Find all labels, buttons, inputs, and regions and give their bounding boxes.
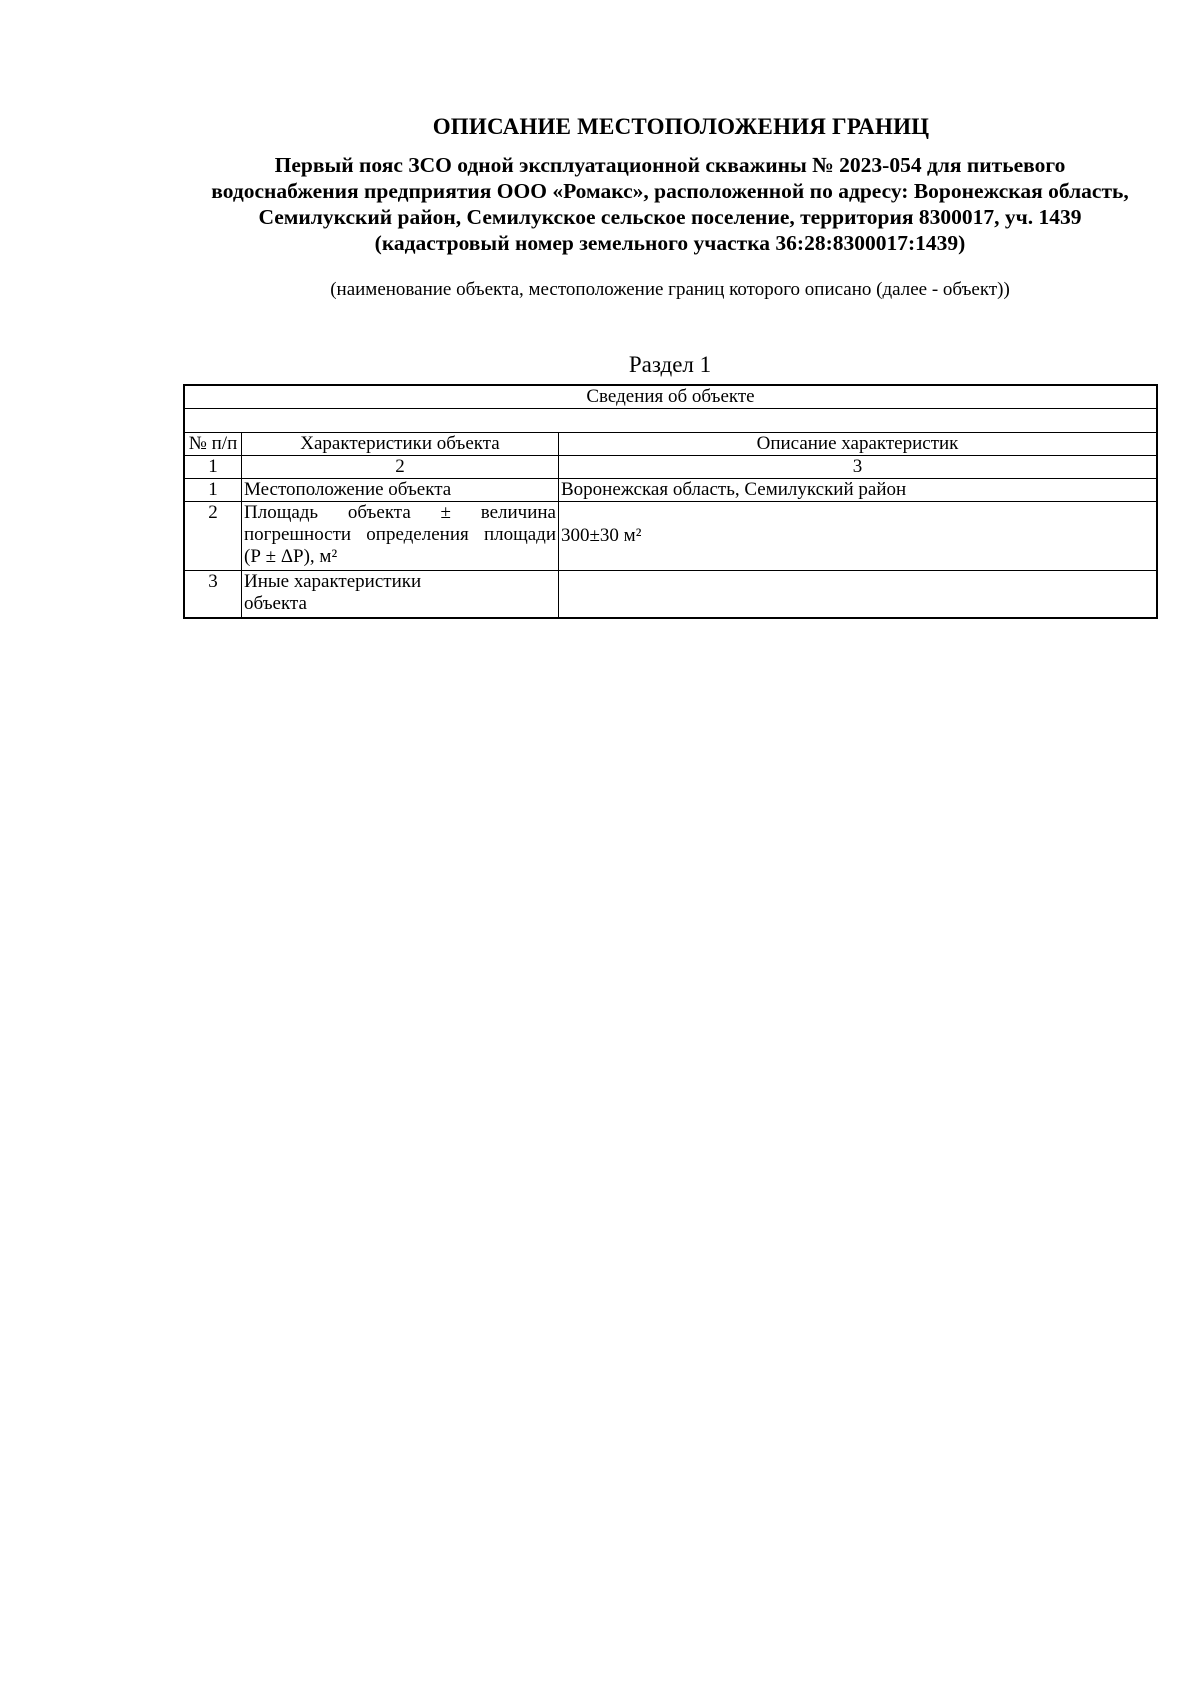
document-title: ОПИСАНИЕ МЕСТОПОЛОЖЕНИЯ ГРАНИЦ [432, 114, 930, 139]
column-number: 3 [559, 456, 1158, 479]
subtitle-line: Первый пояс ЗСО одной эксплуатационной скважины № 2023-054 для питьевого [274, 153, 1066, 177]
column-header-characteristic: Характеристики объекта [242, 433, 559, 456]
subtitle-line: Семилукский район, Семилукское сельское поселение, территория 8300017, уч. 1439 [258, 205, 1082, 229]
row-characteristic: Местоположение объекта [242, 479, 559, 502]
characteristic-line: Иные характеристики [244, 571, 422, 592]
column-number: 1 [184, 456, 242, 479]
characteristic-line: погрешности определения площади [244, 524, 556, 545]
row-description [559, 571, 1158, 619]
row-number: 3 [184, 571, 242, 619]
row-description: 300±30 м² [559, 502, 1158, 571]
object-info-table [183, 384, 1158, 619]
document-subtitle [175, 152, 1165, 256]
column-number-row [184, 456, 1157, 479]
characteristic-line: Площадь объекта ± величина [244, 502, 556, 523]
object-caption: (наименование объекта, местоположение границ которого описано (далее - объект)) [330, 279, 1010, 300]
table-header-row [184, 433, 1157, 456]
column-header-number: № п/п [184, 433, 242, 456]
row-characteristic [242, 502, 559, 571]
table-blank-cell [184, 409, 1157, 433]
table-row [184, 571, 1157, 619]
row-characteristic [242, 571, 559, 619]
section-title: Раздел 1 [628, 352, 712, 377]
table-row [184, 502, 1157, 571]
row-number: 2 [184, 502, 242, 571]
table-row [184, 479, 1157, 502]
table-blank-row [184, 409, 1157, 433]
row-number: 1 [184, 479, 242, 502]
column-header-description: Описание характеристик [559, 433, 1158, 456]
table-heading-row [184, 385, 1157, 409]
table-heading: Сведения об объекте [184, 385, 1157, 409]
subtitle-line: (кадастровый номер земельного участка 36:28:8300017:1439) [374, 231, 966, 255]
column-number: 2 [242, 456, 559, 479]
characteristic-line: объекта [244, 593, 307, 614]
row-description: Воронежская область, Семилукский район [559, 479, 1158, 502]
subtitle-line: водоснабжения предприятия ООО «Ромакс», расположенной по адресу: Воронежская область, [211, 179, 1129, 203]
characteristic-line: (Р ± ΔР), м² [244, 546, 338, 567]
